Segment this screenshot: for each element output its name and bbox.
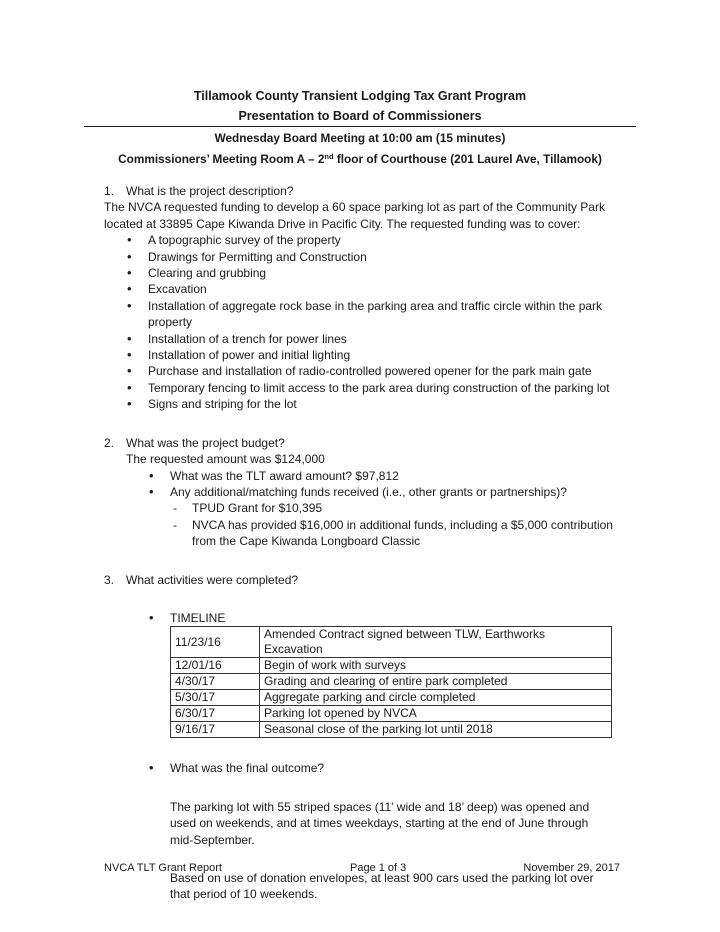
question-2: 2. What was the project budget? bbox=[104, 435, 285, 450]
list-item: • A topographic survey of the property bbox=[148, 232, 624, 248]
list-item: • Installation of a trench for power lines bbox=[148, 331, 624, 347]
question-3: 3. What activities were completed? bbox=[104, 572, 299, 587]
outcome-question: • What was the final outcome? bbox=[170, 760, 624, 776]
list-item: - TPUD Grant for $10,395 bbox=[192, 500, 624, 516]
list-item: • Temporary fencing to limit access to the park area during construction of the parking lot bbox=[148, 380, 624, 396]
table-row: 9/16/17 Seasonal close of the parking lot until 2018 bbox=[171, 722, 612, 738]
table-row: 12/01/16 Begin of work with surveys bbox=[171, 658, 612, 674]
document-body bbox=[104, 183, 624, 903]
title-line-2: Presentation to Board of Commissioners bbox=[238, 109, 482, 123]
timeline-table bbox=[170, 626, 612, 738]
footer-page-number: Page 1 of 3 bbox=[350, 862, 407, 874]
project-description: The NVCA requested funding to develop a 60 space parking lot as part of the Community Park located at 33895 Cape Kiwanda Drive in Pacific City. The requested funding was to cover: bbox=[104, 200, 605, 231]
question-3-text: What activities were completed? bbox=[126, 572, 299, 587]
list-item: • Clearing and grubbing bbox=[148, 265, 624, 281]
question-2-text: What was the project budget? bbox=[126, 435, 285, 450]
question-1: 1. What is the project description? bbox=[104, 184, 294, 198]
budget-list bbox=[104, 468, 624, 501]
question-1-text: What is the project description? bbox=[126, 184, 294, 198]
list-item: • What was the TLT award amount? $97,812 bbox=[170, 468, 624, 484]
table-row: 5/30/17 Aggregate parking and circle completed bbox=[171, 690, 612, 706]
meeting-location: Commissioners’ Meeting Room A – 2nd floor of Courthouse (201 Laurel Ave, Tillamook) bbox=[118, 152, 602, 166]
title-line-1: Tillamook County Transient Lodging Tax Grant Program bbox=[193, 89, 527, 103]
timeline-label: • TIMELINE bbox=[170, 610, 624, 626]
list-item: • Excavation bbox=[148, 281, 624, 297]
matching-funds-list bbox=[104, 500, 624, 549]
list-item: • Installation of aggregate rock base in the parking area and traffic circle within the park property bbox=[148, 298, 624, 331]
title-divider bbox=[84, 126, 636, 127]
outcome-paragraph-2: Based on use of donation envelopes, at least 900 cars used the parking lot over that period of 10 weekends. bbox=[170, 870, 594, 902]
list-item: - NVCA has provided $16,000 in additional funds, including a $5,000 contribution from the Cape Kiwanda Longboard Classic bbox=[192, 517, 624, 550]
list-item: • Signs and striping for the lot bbox=[148, 396, 624, 412]
list-item: • Purchase and installation of radio-controlled powered opener for the park main gate bbox=[148, 363, 624, 379]
footer-date: November 29, 2017 bbox=[523, 862, 620, 874]
timeline-bullet bbox=[104, 610, 624, 626]
list-item: • Any additional/matching funds received (i.e., other grants or partnerships)? bbox=[170, 484, 624, 500]
list-item: • Installation of power and initial lighting bbox=[148, 347, 624, 363]
outcome-bullet bbox=[104, 760, 624, 776]
table-row: 4/30/17 Grading and clearing of entire park completed bbox=[171, 674, 612, 690]
table-row: 11/23/16 Amended Contract signed between TLW, Earthworks Excavation bbox=[171, 627, 612, 658]
outcome-paragraph-1: The parking lot with 55 striped spaces (11’ wide and 18’ deep) was opened and used on weekends, and at times weekdays, starting at the end of June through mid-September. bbox=[170, 799, 590, 847]
table-row: 6/30/17 Parking lot opened by NVCA bbox=[171, 706, 612, 722]
meeting-info bbox=[84, 128, 636, 170]
meeting-time: Wednesday Board Meeting at 10:00 am (15 minutes) bbox=[214, 131, 506, 145]
document-title bbox=[84, 86, 636, 126]
list-item: • Drawings for Permitting and Construction bbox=[148, 249, 624, 265]
footer-report-name: NVCA TLT Grant Report bbox=[104, 862, 222, 874]
funding-items-list bbox=[104, 232, 624, 412]
requested-amount: The requested amount was $124,000 bbox=[126, 452, 325, 467]
